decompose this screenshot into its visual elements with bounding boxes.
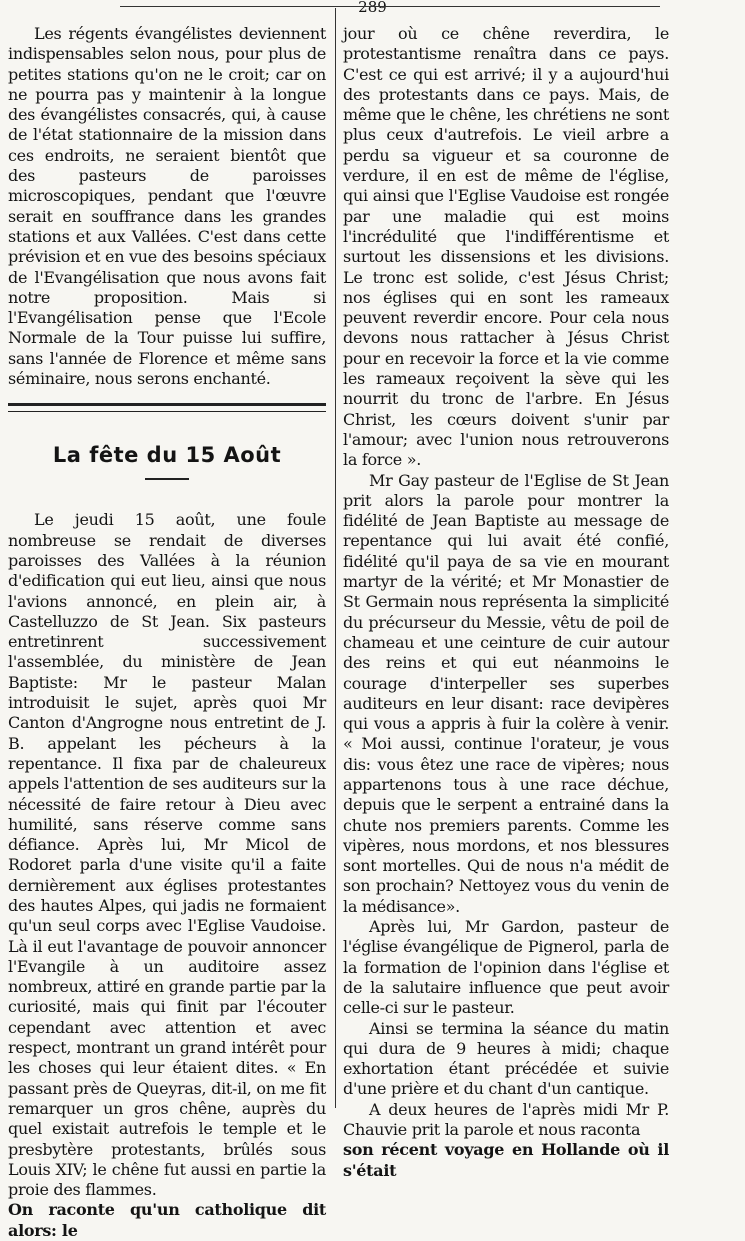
column-divider [335,8,336,1108]
intro-paragraph: Les régents évangélistes deviennent indispensables selon nous, pour plus de petites stations qu'on ne le croit; car on ne pourra pas y maintenir à la longue des évangélistes consacrés, qui, à cause de l'état stationnaire de la mission dans ces endroits, ne seraient bientôt que des pasteurs de paroisses microscopiques, pendant que l'œuvre serait en souffrance dans les grandes stations et aux Vallées. C'est dans cette prévision et en vue des besoins spéciaux de l'Evangélisation que nous avons fait notre proposition. Mais si l'Evangélisation pense que l'Ecole Normale de la Tour puisse lui suffire, sans l'année de Florence et même sans séminaire, nous serons enchanté. [8,24,326,389]
left-column [8,24,326,1241]
right-column-last-line: son récent voyage en Hollande où il s'était [343,1140,669,1180]
paragraph-continuation: jour où ce chêne reverdira, le protestantisme renaîtra dans ce pays. C'est ce qui est arrivé; il y a aujourd'hui des protestants dans ce pays. Mais, de même que le chêne, les chrétiens ne sont plus ceux d'autrefois. Le vieil arbre a perdu sa vigueur et sa couronne de verdure, il en est de même de l'église, qui ainsi que l'Eglise Vaudoise est rongée par une maladie qui est moins l'incrédulité que l'indifférentisme et surtout les dissensions et les divisions. Le tronc est solide, c'est Jésus Christ; nos églises qui en sont les rameaux peuvent reverdir encore. Pour cela nous devons nous rattacher à Jésus Christ pour en recevoir la force et la vie comme les rameaux reçoivent la sève qui les nourrit du tronc de l'arbre. En Jésus Christ, les cœurs doivent s'unir par l'amour; avec l'union nous retrouverons la force ». [343,24,669,470]
left-column-last-line: On raconte qu'un catholique dit alors: le [8,1200,326,1240]
title-dash [145,478,189,480]
paragraph-chauvie: A deux heures de l'après midi Mr P. Chauvie prit la parole et nous raconta [343,1099,669,1140]
section-paragraph: Le jeudi 15 août, une foule nombreuse se rendait de diverses paroisses des Vallées à la réunion d'edification qui eut lieu, ainsi que nous l'avions annoncé, en plein air, à Castelluzzo de St Jean. Six pasteurs entretinrent successivement l'assemblée, du ministère de Jean Baptiste: Mr le pasteur Malan introduisit le sujet, après quoi Mr Canton d'Angrogne nous entretint de J. B. appelant les pécheurs à la repentance. Il fixa par de chaleureux appels l'attention de ses auditeurs sur la nécessité de faire retour à Dieu avec humilité, sans réserve comme sans défiance. Après lui, Mr Micol de Rodoret parla d'une visite qu'il a faite dernièrement aux églises protestantes des hautes Alpes, qui jadis ne formaient qu'un seul corps avec l'Eglise Vaudoise. Là il eut l'avantage de pouvoir annoncer l'Evangile à un auditoire assez nombreux, attiré en grande partie par la curiosité, mais qui finit par l'écouter cependant avec attention et avec respect, montrant un grand intérêt pour les choses qui leur étaient dites. « En passant près de Queyras, dit-il, on me fit remarquer un gros chêne, auprès du quel existait autrefois le temple et le presbytère protestants, brûlés sous Louis XIV; le chêne fut aussi en partie la proie des flammes. [8,510,326,1200]
paragraph-gay-monastier: Mr Gay pasteur de l'Eglise de St Jean prit alors la parole pour montrer la fidélité de Jean Baptiste au message de repentance qui lui avait été confié, fidélité qu'il paya de sa vie en mourant martyr de la vérité; et Mr Monastier de St Germain nous représenta la simplicité du précurseur du Messie, vêtu de poil de chameau et une ceinture de cuir autour des reins et qui eut néanmoins le courage d'interpeller ses superbes auditeurs en leur disant: race devipères qui vous a appris à fuir la colère à venir. « Moi aussi, continue l'orateur, je vous dis: vous êtez une race de vipères; nous appartenons tous à une race déchue, depuis que le serpent a entrainé dans la chute nos premiers parents. Comme les vipères, nous mordons, et nos blessures sont mortelles. Qui de nous n'a médit de son prochain? Nettoyez vous du venin de la médisance». [343,470,669,916]
paragraph-morning-session: Ainsi se termina la séance du matin qui dura de 9 heures à midi; chaque exhortation étant précédée et suivie d'une prière et du chant d'un cantique. [343,1018,669,1099]
section-title: La fête du 15 Août [52,443,282,468]
header-rule [120,6,660,7]
page-number: 289 [358,0,387,16]
section-divider [8,403,326,412]
paragraph-gardon: Après lui, Mr Gardon, pasteur de l'église évangélique de Pignerol, parla de la formation de l'opinion dans l'église et de la salutaire influence que peut avoir celle-ci sur le pasteur. [343,917,669,1018]
right-column [343,24,669,1181]
